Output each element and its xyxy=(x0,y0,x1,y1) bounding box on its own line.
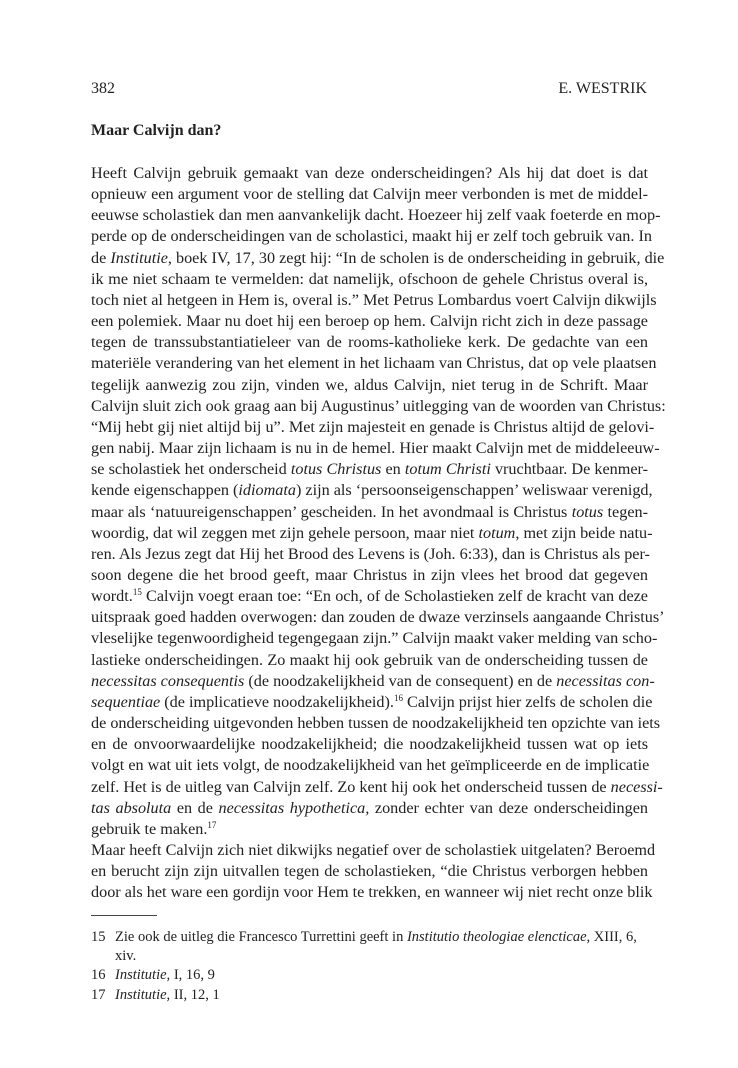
text-line xyxy=(91,396,666,417)
text-run: ren. Als Jezus zegt dat Hij het Brood des Levens is (Joh. 6:33), dan is Christus als per- xyxy=(91,544,650,563)
text-run: II, 12, 1 xyxy=(170,987,220,1003)
text-line xyxy=(91,523,653,544)
italic-text: sequentiae xyxy=(91,692,161,711)
text-run: lastieke onderscheidingen. Zo maakt hij ook gebruik van de onderscheiding tussen de xyxy=(91,650,648,669)
text-run: xiv. xyxy=(115,948,137,964)
text-run: een polemiek. Maar nu doet hij een beroep op hem. Calvijn richt zich in deze passage xyxy=(91,312,648,331)
text-run: (de noodzakelijkheid van de consequent) en de xyxy=(244,671,557,690)
text-run: uitspraak goed hadden overwogen: dan zouden de dwaze verzinsels aangaande Christus’ xyxy=(91,608,665,627)
text-run: toch niet al hetgeen in Hem is, overal is.” Met Petrus Lombardus voert Calvijn dikwijls xyxy=(91,290,657,309)
footnote-number: 17 xyxy=(91,987,106,1003)
text-run: gebruik te maken. xyxy=(91,819,208,838)
italic-text: idiomata xyxy=(238,481,296,500)
text-line xyxy=(91,840,656,861)
text-run: zelf. Het is de uitleg van Calvijn zelf. Zo kent hij ook het onderscheid tussen de xyxy=(91,777,611,796)
text-run: vleselijke tegenwoordigheid tegengegaan zijn.” Calvijn maakt vaker melding van scho- xyxy=(91,629,658,648)
text-run: Calvijn voegt eraan toe: “En och, of de Scholastieken zelf de kracht van deze xyxy=(141,587,648,606)
text-run: materiële verandering van het element in het lichaam van Christus, dat op vele plaatsen xyxy=(91,354,657,373)
text-run: se scholastiek het onderscheid xyxy=(91,460,291,479)
text-line xyxy=(91,565,648,586)
text-line xyxy=(91,713,661,734)
text-line xyxy=(91,269,648,290)
text-run: (de implicatieve noodzakelijkheid). xyxy=(160,692,394,711)
text-run: volgt en wat uit iets volgt, de noodzakelijkheid van het geïmpliceerde en de implicatie xyxy=(91,756,650,775)
text-line xyxy=(91,755,648,776)
text-line xyxy=(91,734,648,755)
italic-text: totum Christi xyxy=(404,460,491,479)
text-run: de xyxy=(91,248,111,267)
text-line xyxy=(91,798,648,819)
text-line xyxy=(91,459,648,480)
text-run: Calvijn prijst hier zelfs de scholen die xyxy=(402,692,653,711)
text-run: ik me niet schaam te vermelden: dat namelijk, ofschoon de gehele Christus overal is, xyxy=(91,269,648,288)
text-line xyxy=(91,861,648,882)
body-paragraph-2 xyxy=(91,840,656,903)
text-run: en de onvoorwaardelijke noodzakelijkheid; die noodzakelijkheid tussen wat op iets xyxy=(91,735,648,754)
text-run: I, 16, 9 xyxy=(170,967,215,983)
running-head: E. WESTRIK xyxy=(558,80,647,97)
text-run: Heeft Calvijn gebruik gemaakt van deze onderscheidingen? Als hij dat doet is dat xyxy=(91,164,648,182)
text-line xyxy=(91,332,648,353)
text-line xyxy=(91,777,663,798)
text-run: door als het ware een gordijn voor Hem te trekken, en wanneer wij niet recht onze blik xyxy=(91,883,653,902)
footnote-ref: 17 xyxy=(207,819,217,830)
text-line xyxy=(91,353,657,374)
footnote-text xyxy=(115,966,648,985)
text-line xyxy=(91,163,648,184)
text-line xyxy=(91,311,648,332)
text-line xyxy=(91,184,648,205)
text-run: en de xyxy=(171,798,219,817)
text-run: opnieuw een argument voor de stelling dat Calvijn meer verbonden is met de middel- xyxy=(91,185,648,204)
italic-text: totus Christus xyxy=(290,460,382,479)
text-run: zonder echter van deze onderscheidingen xyxy=(369,798,648,817)
text-run: Maar heeft Calvijn zich niet dikwijks negatief over de scholastiek uitgelaten? Beroemd xyxy=(91,841,656,859)
footnote-text xyxy=(115,928,648,966)
text-run: “Mij hebt gij niet altijd bij u”. Met zijn majesteit en genade is Christus altijd de gelovi- xyxy=(91,417,655,436)
text-line xyxy=(115,947,648,966)
text-run: vruchtbaar. De kenmer- xyxy=(490,460,649,479)
italic-text: necessitas hypothetica, xyxy=(218,798,370,817)
footnote-ref: 15 xyxy=(132,587,142,598)
text-run: kende eigenschappen ( xyxy=(91,481,239,500)
text-run: de onderscheiding uitgevonden hebben tussen de noodzakelijkheid ten opzichte van iets xyxy=(91,714,661,733)
text-line xyxy=(91,628,658,649)
italic-text: necessitas con- xyxy=(556,671,655,690)
text-run: woordig, dat wil zeggen met zijn gehele persoon, maar niet xyxy=(91,523,479,542)
text-line xyxy=(115,986,648,1005)
text-run: , met zijn beide natu- xyxy=(515,523,653,542)
text-run: tegen- xyxy=(603,502,648,521)
italic-text: Institutio theologiae elencticae, xyxy=(406,929,591,945)
text-line xyxy=(91,607,665,628)
text-run: maar als ‘natuureigenschappen’ gescheiden. In het avondmaal is Christus xyxy=(91,502,572,521)
footnote-separator xyxy=(91,915,157,916)
text-line xyxy=(91,290,657,311)
italic-text: necessi- xyxy=(610,777,663,796)
text-line xyxy=(91,692,653,713)
italic-text: totum xyxy=(478,523,516,542)
text-run: en berucht zijn zijn uitvallen tegen de scholastieken, “die Christus verborgen hebben xyxy=(91,862,648,881)
text-line xyxy=(91,586,648,607)
italic-text: Institutie xyxy=(110,248,168,267)
footnote-text xyxy=(115,986,648,1005)
text-line xyxy=(91,205,661,226)
text-line xyxy=(91,480,653,501)
text-line xyxy=(91,671,655,692)
text-line xyxy=(91,417,655,438)
text-run: tegen de transsubstantiatieleer van de rooms-katholieke kerk. De gedachte van een xyxy=(91,333,648,352)
text-line xyxy=(91,650,648,671)
text-run: gen nabij. Maar zijn lichaam is nu in de hemel. Hier maakt Calvijn met de middeleeuw- xyxy=(91,439,660,458)
italic-text: totus xyxy=(571,502,604,521)
text-run: soon degene die het brood geeft, maar Christus in zijn vlees het brood dat gegeven xyxy=(91,565,648,584)
text-run: Calvijn sluit zich ook graag aan bij Augustinus’ uitlegging van de woorden van Christus: xyxy=(91,396,666,415)
italic-text: necessitas consequentis xyxy=(91,671,245,690)
text-run: XIII, 6, xyxy=(590,929,637,945)
text-line xyxy=(91,248,665,269)
footnote-number: 15 xyxy=(91,929,106,945)
text-run: en xyxy=(381,460,405,479)
text-line xyxy=(91,375,648,396)
body-paragraph-1 xyxy=(91,163,666,840)
italic-text: Institutie, xyxy=(115,987,171,1003)
text-run: eeuwse scholastiek dan men aanvankelijk dacht. Hoezeer hij zelf vaak foeterde en mop- xyxy=(91,206,661,225)
section-heading: Maar Calvijn dan? xyxy=(91,122,222,139)
text-run: Zie ook de uitleg die Francesco Turrettini geeft in xyxy=(115,929,407,945)
footnote-number: 16 xyxy=(91,967,106,983)
text-line xyxy=(91,819,648,840)
text-line xyxy=(115,928,648,947)
text-run: wordt. xyxy=(91,587,133,606)
text-line xyxy=(91,438,660,459)
italic-text: Institutie, xyxy=(115,967,171,983)
text-line xyxy=(115,966,648,985)
text-run: ) zijn als ‘persoonseigenschappen’ weliswaar verenigd, xyxy=(295,481,653,500)
italic-text: tas absoluta xyxy=(91,798,172,817)
text-line xyxy=(91,502,648,523)
text-run: tegelijk aanwezig zou zijn, vinden we, aldus Calvijn, niet terug in de Schrift. Maar xyxy=(91,375,648,394)
footnote-ref: 16 xyxy=(393,692,403,703)
text-line xyxy=(91,882,653,903)
text-run: , boek IV, 17, 30 zegt hij: “In de scholen is de onderscheiding in gebruik, die xyxy=(167,248,665,267)
page-number: 382 xyxy=(91,80,115,97)
text-line xyxy=(91,226,652,247)
text-line xyxy=(91,544,648,565)
text-run: perde op de onderscheidingen van de scholastici, maakt hij er zelf toch gebruik van. In xyxy=(91,227,652,246)
